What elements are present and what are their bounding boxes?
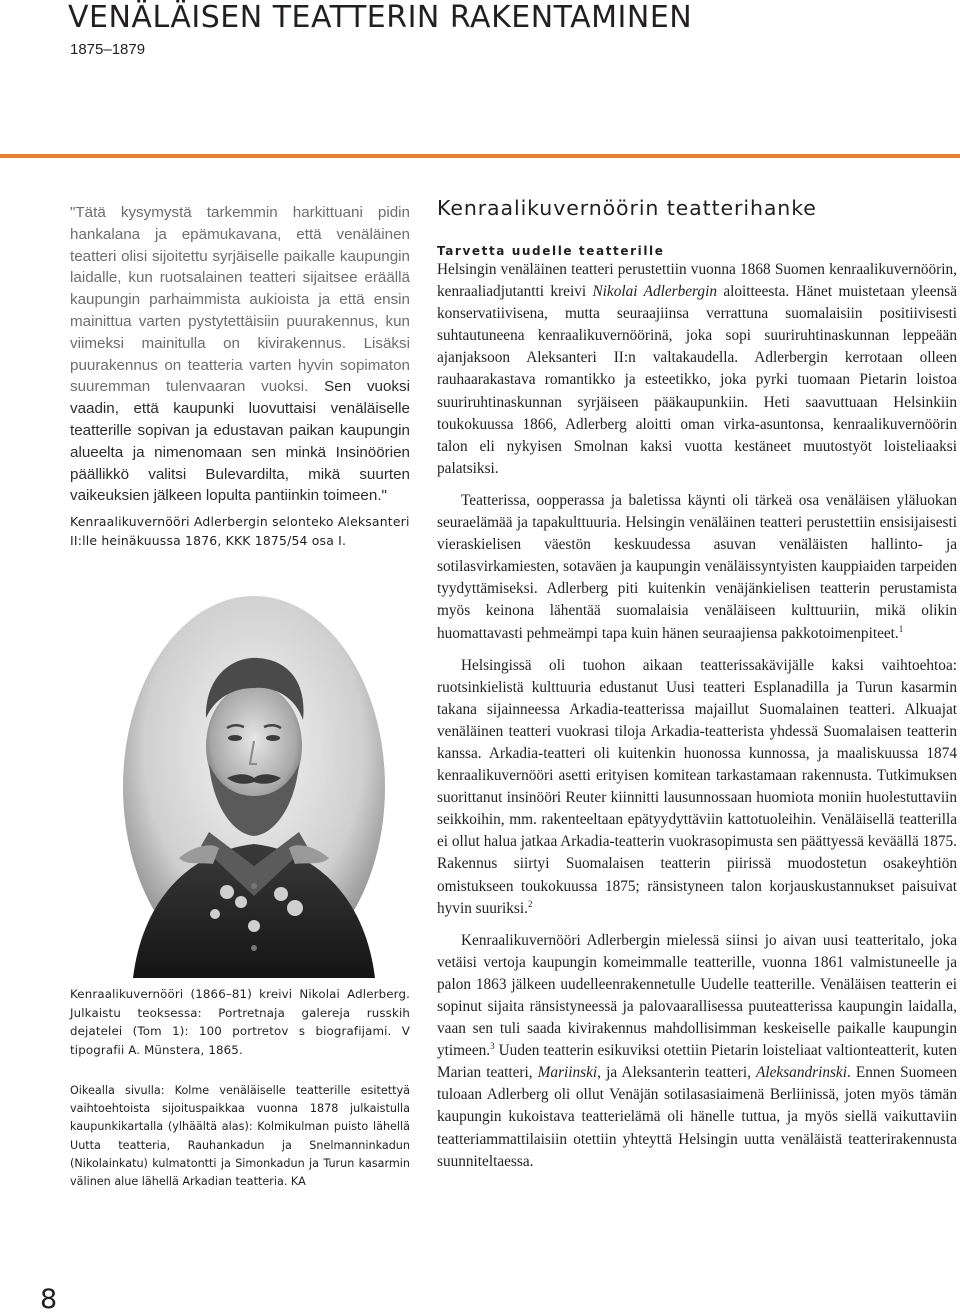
quote-part-1: "Tätä kysymystä tarkemmin harkittuani pidin hankalana ja epämukavana, että venäläinen teatteri olisi sijoitettu syrjäiselle paikalle kaupungin laidalle, kun ruotsalainen teatteri sijaitsee eräällä kaupungin parhaimmista aukioista ja että ensin mainittua varten pystytettäisiin puurakennus, kun viimeksi mainitulla on kivirakennus. xyxy=(70,204,410,352)
text-run: aloitteesta. Hänet muistetaan yleensä konservatiivisena, mutta seuraajiinsa verrattuna suomalaisiin positiivisesti suhtautuneena kenraalikuvernöörinä, joka sopi suuriruhtinaskunnan leppeään ajanjaksoon Aleksanteri II:n valtakaudella. Adlerbergin kerrotaan olleen rauhaarakastava romantikko ja esteetikko, joka pyrki tuomaan Pietarin loistoa suuriruhtinaskunnan syrjäiseen pääkaupunkiin. Heti saavuttuaan Helsinkiin toukokuussa 1866, Adlerberg aloitti oman virka-asuntonsa, kenraalikuvernöörin talon eli nykyisen Smolnan kaksi vuotta kestäneet muutostyöt loisteliaaksi palatsiksi. xyxy=(437,283,957,477)
quote-part-3: Sen vuoksi vaadin, että kaupunki luovuttaisi venäläiselle teatterille sopivan ja edustavan paikan kaupungin alueelta ja nimenomaan sen minkä Insinöörien päällikkö valitsi Bulevardilta, mikä suurten vaikeuksien jälkeen lopulta pantiinkin toimeen." xyxy=(70,378,410,505)
footnote-ref: 3 xyxy=(490,1041,495,1052)
footnote-ref: 1 xyxy=(898,623,904,634)
footnote-ref: 2 xyxy=(527,898,533,909)
paragraph-1 xyxy=(437,259,957,480)
paragraph-4 xyxy=(437,930,957,1173)
article-column xyxy=(437,196,957,1173)
italic-name: Nikolai Adlerbergin xyxy=(592,283,717,301)
chapter-years: 1875–1879 xyxy=(70,41,146,58)
paragraph-3 xyxy=(437,655,957,920)
quote-part-2: Lisäksi puurakennus on teatteria varten hyvin sopimaton suuremman tulenvaaran vuoksi. xyxy=(70,334,410,396)
text-run: . Ennen Suomeen tuloaan Adlerberg oli ollut Venäjän sotilasasiaimenä Berliinissä, joten myös tämän kaupungin kukoistava teatterielämä oli hänelle tuttua, ja myös siellä vaikuttaviin teatteriammattilaisiin otettiin yhteyttä Helsingin uutta venäläistä teatterirakennusta suunniteltaessa. xyxy=(437,1064,958,1170)
article-subheading: Tarvetta uudelle teatterille xyxy=(437,244,665,258)
text-run: Teatterissa, oopperassa ja baletissa käynti oli tärkeä osa venäläisen yläluokan seuraelämää ja tapakulttuuria. Helsingin venäläinen teatteri perustettiin ensisijaisesti vieraskielisen väestön keskuudessa asuvan venäläisten hallinto- ja sotilasvirkamiesten, sotaväen ja kaupungin venäläissyntyisten kauppiaiden tarpeiden tyydyttämiseksi. Adlerberg piti kuitenkin venäjänkielisen teatterin perustamista myös keinona lähentää suomalaisia venäläiseen kulttuuriin, mikä olikin huomattavasti pehmeämpi tapa kuin hänen seuraajiensa pakkotoimenpiteet. xyxy=(437,491,957,642)
quote-source: Kenraalikuvernööri Adlerbergin selonteko Aleksanteri II:lle heinäkuussa 1876, KKK 1875/54 osa I. xyxy=(70,514,410,548)
portrait-image xyxy=(123,596,385,978)
text-run: , ja Aleksanterin teatteri, xyxy=(597,1064,757,1082)
italic-name: Aleksandrinski xyxy=(756,1064,847,1082)
pull-quote xyxy=(70,202,410,507)
text-run: Helsingissä oli tuohon aikaan teatterissakävijälle kaksi vaihtoehtoa: ruotsinkielistä kulttuuria edustanut Uusi teatteri Esplanadilla ja Turun kasarmin takana sijainneessa Arkadia-teatterissa majaillut Suomalainen teatteri. Alkuajat venäläinen teatteri vuokrasi tiloja Arkadia-teatterista yhdessä Suomalaisen teatterin kanssa. Arkadia-teatteri oli kuitenkin huonossa kunnossa, ja maaliskuussa 1874 kenraalikuvernööri asetti erityisen komitean tarkastamaan rakennusta. Tutkimuksen suorittanut insinööri Reuter kiinnitti lausunnossaan huomiota moniin huolestuttaviin seikkoihin, mm. rakenteeltaan epätyydyttäviin kattotuoleihin. Venäläisellä teatterilla ei ollut halua jatkaa Arkadia-teatterin vuokrasopimusta sen päättyessä keväällä 1875. Rakennus siirtyi Suomalaisen teatterin piirissä muodostetun osakeyhtiön omistukseen toukokuussa 1875; ränsistyneen talon korjauskustannukset paisuivat hyvin suuriksi. xyxy=(437,656,957,917)
map-caption: Oikealla sivulla: Kolme venäläiselle teatterille esitettyä vaihtoehtoista sijoituspaikkaa vuonna 1878 julkaistulla kaupunkikartalla (ylhäältä alas): Kolmikulman puisto lähellä Uutta teatteria, Rauhankadun ja Snelmanninkadun (Nikolainkatu) kulmatontti ja Simonkadun ja Turun kasarmin välinen alue lähellä Arkadian teatteria. KA xyxy=(70,1084,410,1189)
page-number: 8 xyxy=(40,1284,58,1315)
text-run: Kenraalikuvernööri Adlerbergin mielessä siinsi jo aivan uusi teatteritalo, joka vetäisi vertoja kaupungin komeimmalle teatterille, vuonna 1861 valmistuneelle ja palon 1863 jälkeen uudelleenrakennetulle Uudelle teatterille. Venäläisen teatterin ei sopinut sijaita ränsistyneessä ja palovaarallisessa puuteatterissa kaupungin laidalla, vaan sen tuli saada kivirakennus mahdollisimman keskeiselle paikalle kaupungin ytimeen. xyxy=(437,931,957,1060)
orange-divider xyxy=(0,154,960,158)
article-title: Kenraalikuvernöörin teatterihanke xyxy=(437,196,817,220)
article-body xyxy=(437,259,957,1173)
text-run: Helsingin venäläinen teatteri perustettiin vuonna 1868 Suomen kenraalikuvernöörin, kenraaliadjutantti kreivi xyxy=(437,261,957,301)
paragraph-2 xyxy=(437,490,957,645)
portrait-caption: Kenraalikuvernööri (1866–81) kreivi Nikolai Adlerberg. Julkaistu teoksessa: Portretnaja galereja russkih dejatelei (Tom 1): 100 portretov s biografijami. V tipografii A. Münstera, 1865. xyxy=(70,987,410,1057)
italic-name: Mariinski xyxy=(537,1064,598,1082)
text-run: Uuden teatterin esikuviksi otettiin Pietarin loisteliaat valtionteatterit, kuten Marian teatteri, xyxy=(437,1042,957,1082)
page-title: VENÄLÄISEN TEATTERIN RAKENTAMINEN xyxy=(68,0,693,35)
